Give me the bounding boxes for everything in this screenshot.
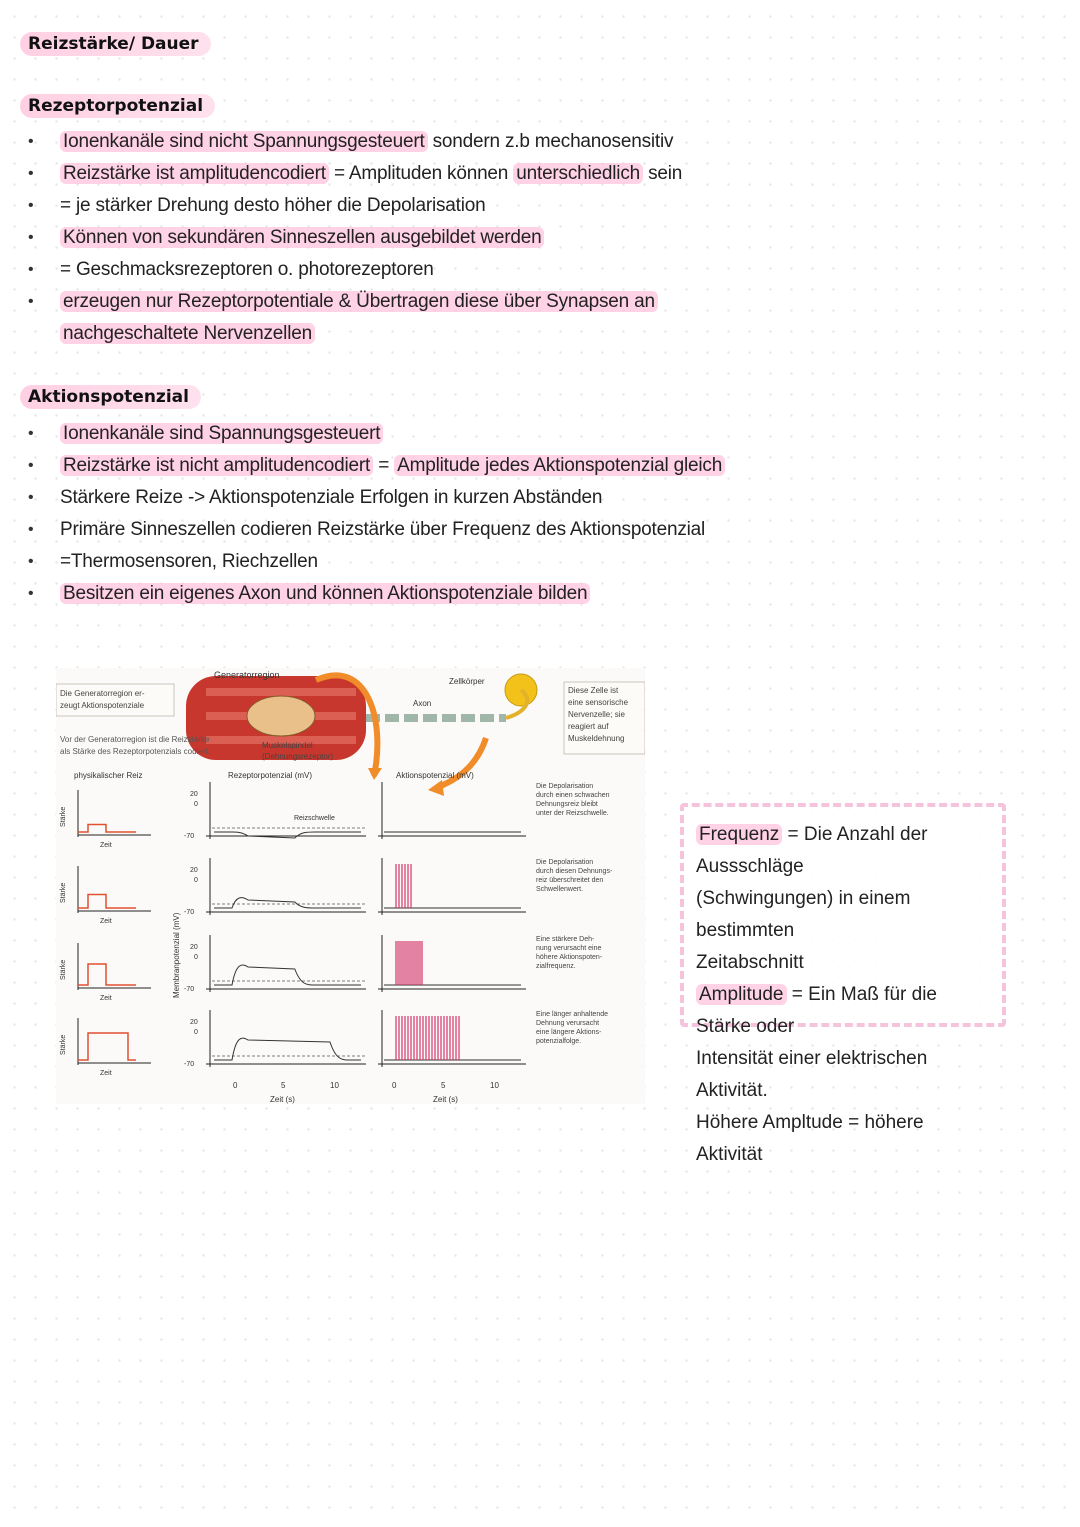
svg-text:Nervenzelle; sie: Nervenzelle; sie	[568, 710, 625, 719]
tick-label: 0	[194, 1029, 198, 1036]
svg-text:eine sensorische: eine sensorische	[568, 698, 629, 707]
svg-text:als Stärke des Rezeptorpotenzi: als Stärke des Rezeptorpotenzials codiert.	[60, 747, 210, 756]
list-item: • Ionenkanäle sind Spannungsgesteuert	[28, 418, 725, 450]
svg-text:zeugt Aktionspotenziale: zeugt Aktionspotenziale	[60, 701, 145, 710]
svg-text:Die Generatorregion er-: Die Generatorregion er-	[60, 689, 145, 698]
figure-note-line: zialfrequenz.	[536, 963, 576, 970]
stimulus-y-label: Stärke	[60, 806, 67, 827]
tick-label: -70	[184, 909, 195, 916]
term-amplitude: Amplitude	[696, 984, 787, 1005]
figure-note-line: reiz überschreitet den	[536, 877, 604, 884]
svg-text:Vor der Generatorregion ist di: Vor der Generatorregion ist die Reizstärke	[60, 735, 210, 744]
muscle-spindle-illustration	[247, 696, 315, 736]
list-item: • Können von sekundären Sinneszellen ausgebildet werden	[28, 222, 682, 254]
svg-text:Diese Zelle ist: Diese Zelle ist	[568, 686, 619, 695]
arrow-icon	[436, 738, 486, 788]
stimulus-trace	[78, 895, 136, 909]
svg-text:Zeit (s): Zeit (s)	[433, 1095, 458, 1104]
figure-note-line: durch einen schwachen	[536, 792, 610, 799]
list-item: • erzeugen nur Rezeptorpotentiale & Übertragen diese über Synapsen an nachgeschaltete Nervenzellen	[28, 286, 682, 350]
svg-text:0: 0	[233, 1081, 238, 1090]
term-frequenz: Frequenz	[696, 824, 782, 845]
aktion-list	[28, 418, 725, 610]
svg-text:0: 0	[392, 1081, 397, 1090]
list-item: • = je stärker Drehung desto höher die Depolarisation	[28, 190, 682, 222]
y-axis-label: Membranpotenzial (mV)	[172, 912, 181, 998]
stimulus-trace	[78, 825, 136, 833]
stimulus-x-label: Zeit	[100, 842, 112, 849]
stimulus-x-label: Zeit	[100, 995, 112, 1002]
figure-note-line: Eine stärkere Deh-	[536, 936, 595, 943]
svg-text:Zeit (s): Zeit (s)	[270, 1095, 295, 1104]
svg-text:Muskelspindel: Muskelspindel	[262, 741, 313, 750]
tick-label: -70	[184, 1061, 195, 1068]
tick-label: 20	[190, 867, 198, 874]
column-title-aktion: Aktionspotenzial (mV)	[396, 771, 474, 780]
stimulus-x-label: Zeit	[100, 918, 112, 925]
rezeptor-trace	[214, 1038, 361, 1060]
tick-label: 0	[194, 801, 198, 808]
figure-note-line: Die Depolarisation	[536, 859, 594, 866]
section-heading-aktionspotenzial: Aktionspotenzial	[20, 385, 201, 409]
stimulus-x-label: Zeit	[100, 1070, 112, 1077]
tick-label: -70	[184, 833, 195, 840]
column-title-reiz: physikalischer Reiz	[74, 771, 143, 780]
rezeptor-trace	[214, 965, 361, 985]
tick-label: -70	[184, 986, 195, 993]
stimulus-y-label: Stärke	[60, 882, 67, 903]
tick-label: 0	[194, 954, 198, 961]
svg-text:10: 10	[490, 1081, 499, 1090]
threshold-label: Reizschwelle	[294, 815, 335, 822]
list-item: • Reizstärke ist nicht amplitudencodiert = Amplitude jedes Aktionspotenzial gleich	[28, 450, 725, 482]
figure-note-line: höhere Aktionspoten-	[536, 954, 603, 961]
stimulus-trace	[78, 1033, 136, 1060]
svg-text:5: 5	[441, 1081, 446, 1090]
stimulus-y-label: Stärke	[60, 1034, 67, 1055]
list-item: • Besitzen ein eigenes Axon und können Aktionspotenziale bilden	[28, 578, 725, 610]
figure-note-line: Dehnung verursacht	[536, 1020, 600, 1027]
figure-note-line: Dehnungsreiz bleibt	[536, 801, 598, 808]
list-item: • =Thermosensoren, Riechzellen	[28, 546, 725, 578]
tick-label: 20	[190, 944, 198, 951]
label-generatorregion: Generatorregion	[214, 670, 280, 680]
figure-note-line: nung verursacht eine	[536, 945, 602, 952]
list-item: • = Geschmacksrezeptoren o. photorezeptoren	[28, 254, 682, 286]
tick-label: 20	[190, 791, 198, 798]
list-item: • Ionenkanäle sind nicht Spannungsgesteuert sondern z.b mechanosensitiv	[28, 126, 682, 158]
list-item: • Reizstärke ist amplitudencodiert = Amplituden können unterschiedlich sein	[28, 158, 682, 190]
stimulus-y-label: Stärke	[60, 959, 67, 980]
textbook-figure	[56, 668, 645, 1104]
figure-note-line: potenzialfolge.	[536, 1038, 582, 1045]
figure-note-line: eine längere Aktions-	[536, 1029, 602, 1036]
column-title-rezeptor: Rezeptorpotenzial (mV)	[228, 771, 313, 780]
tick-label: 0	[194, 877, 198, 884]
figure-note-line: durch diesen Dehnungs-	[536, 868, 613, 875]
figure-note-line: Die Depolarisation	[536, 783, 594, 790]
label-axon: Axon	[413, 699, 432, 708]
svg-text:reagiert auf: reagiert auf	[568, 722, 609, 731]
svg-text:(Dehnungsrezeptor): (Dehnungsrezeptor)	[262, 752, 334, 761]
svg-text:Muskeldehnung: Muskeldehnung	[568, 734, 625, 743]
figure-note-line: Schwellenwert.	[536, 886, 584, 893]
rezeptor-trace	[214, 832, 361, 838]
definition-box: Frequenz = Die Anzahl der Aussschläge (Schwingungen) in einem bestimmten Zeitabschnitt Amplitude = Ein Maß für die Stärke oder Intensität einer elektrischen Aktivität. Höhere Ampltude = höhere Aktivität	[680, 803, 1006, 1027]
figure-note-line: Eine länger anhaltende	[536, 1011, 609, 1018]
label-zellkoerper: Zellkörper	[449, 677, 485, 686]
rezeptor-list	[28, 126, 682, 350]
tick-label: 20	[190, 1019, 198, 1026]
list-item: • Primäre Sinneszellen codieren Reizstärke über Frequenz des Aktionspotenzial	[28, 514, 725, 546]
figure-note-line: unter der Reizschwelle.	[536, 810, 609, 817]
page-title: Reizstärke/ Dauer	[20, 32, 211, 56]
svg-text:10: 10	[330, 1081, 339, 1090]
rezeptor-trace	[214, 898, 361, 908]
svg-text:5: 5	[281, 1081, 286, 1090]
section-heading-rezeptorpotenzial: Rezeptorpotenzial	[20, 94, 215, 118]
list-item: • Stärkere Reize -> Aktionspotenziale Erfolgen in kurzen Abständen	[28, 482, 725, 514]
stimulus-trace	[78, 964, 136, 985]
